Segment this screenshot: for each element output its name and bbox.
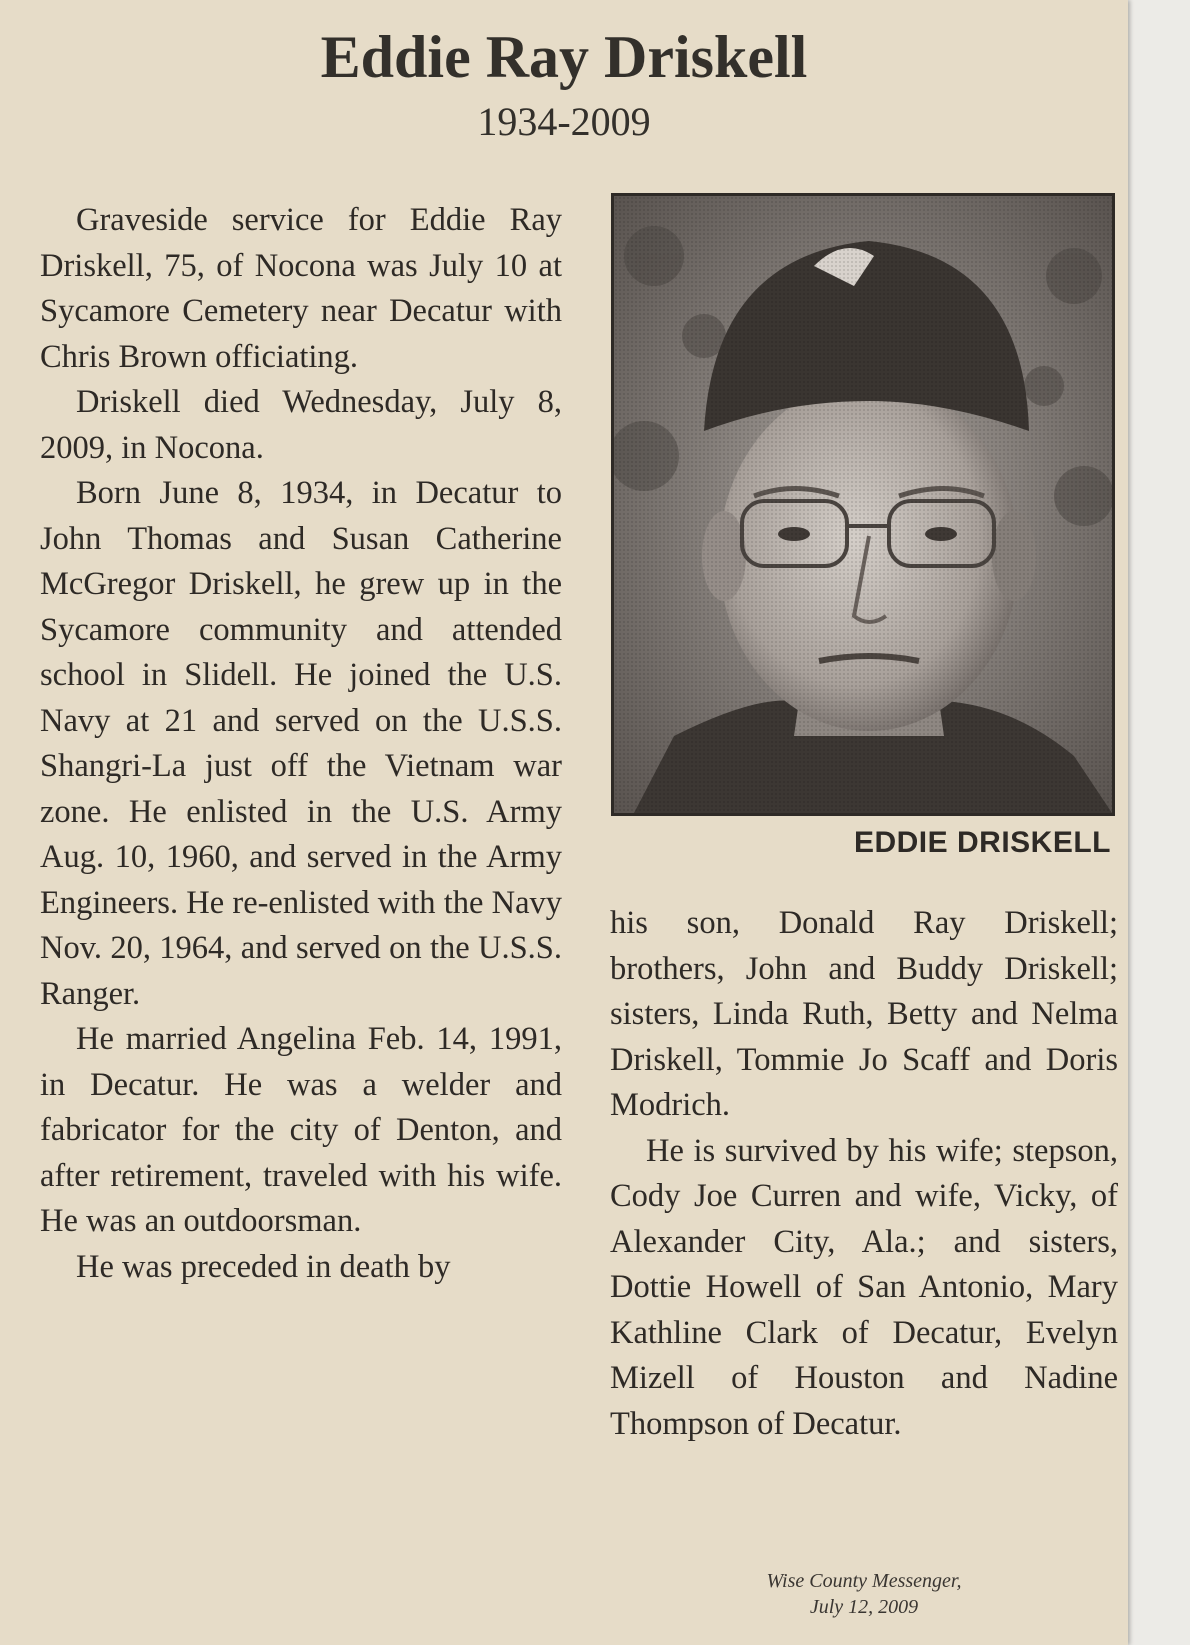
source-publication: Wise County Messenger, bbox=[766, 1570, 962, 1592]
paragraph: He married Angelina Feb. 14, 1991, in Decatur. He was a welder and fabricator for the city of Denton, and after retirement, traveled with his wife. He was an outdoorsman. bbox=[40, 1021, 562, 1239]
portrait-photo bbox=[611, 193, 1115, 816]
left-column bbox=[40, 198, 562, 1290]
obituary-years: 1934-2009 bbox=[477, 99, 651, 144]
photo-caption: EDDIE DRISKELL bbox=[853, 826, 1111, 859]
paragraph: his son, Donald Ray Driskell; brothers, John and Buddy Driskell; sisters, Linda Ruth, Betty and Nelma Driskell, Tommie Jo Scaff and Doris Modrich. bbox=[610, 905, 1118, 1123]
portrait-image bbox=[614, 196, 1112, 813]
source-credit bbox=[610, 1568, 1118, 1620]
paragraph: He is survived by his wife; stepson, Cody Joe Curren and wife, Vicky, of Alexander City, Ala.; and sisters, Dottie Howell of San Antonio, Mary Kathline Clark of Decatur, Evelyn Mizell of Houston and Nadine Thompson of Decatur. bbox=[610, 1132, 1118, 1442]
source-date: July 12, 2009 bbox=[809, 1596, 919, 1618]
paragraph: Born June 8, 1934, in Decatur to John Thomas and Susan Catherine McGregor Driskell, he grew up in the Sycamore community and attended school in Slidell. He joined the U.S. Navy at 21 and served on the U.S.S. Shangri-La just off the Vietnam war zone. He enlisted in the U.S. Army Aug. 10, 1960, and served in the Army Engineers. He re-enlisted with the Navy Nov. 20, 1964, and served on the U.S.S. Ranger. bbox=[40, 475, 562, 1012]
paragraph: Graveside service for Eddie Ray Driskell, 75, of Nocona was July 10 at Sycamore Cemetery near Decatur with Chris Brown officiating. bbox=[40, 202, 562, 375]
obituary-title: Eddie Ray Driskell bbox=[320, 24, 808, 90]
right-column bbox=[610, 901, 1118, 1447]
paragraph: Driskell died Wednesday, July 8, 2009, in Nocona. bbox=[40, 384, 562, 466]
paragraph: He was preceded in death by bbox=[76, 1248, 451, 1285]
